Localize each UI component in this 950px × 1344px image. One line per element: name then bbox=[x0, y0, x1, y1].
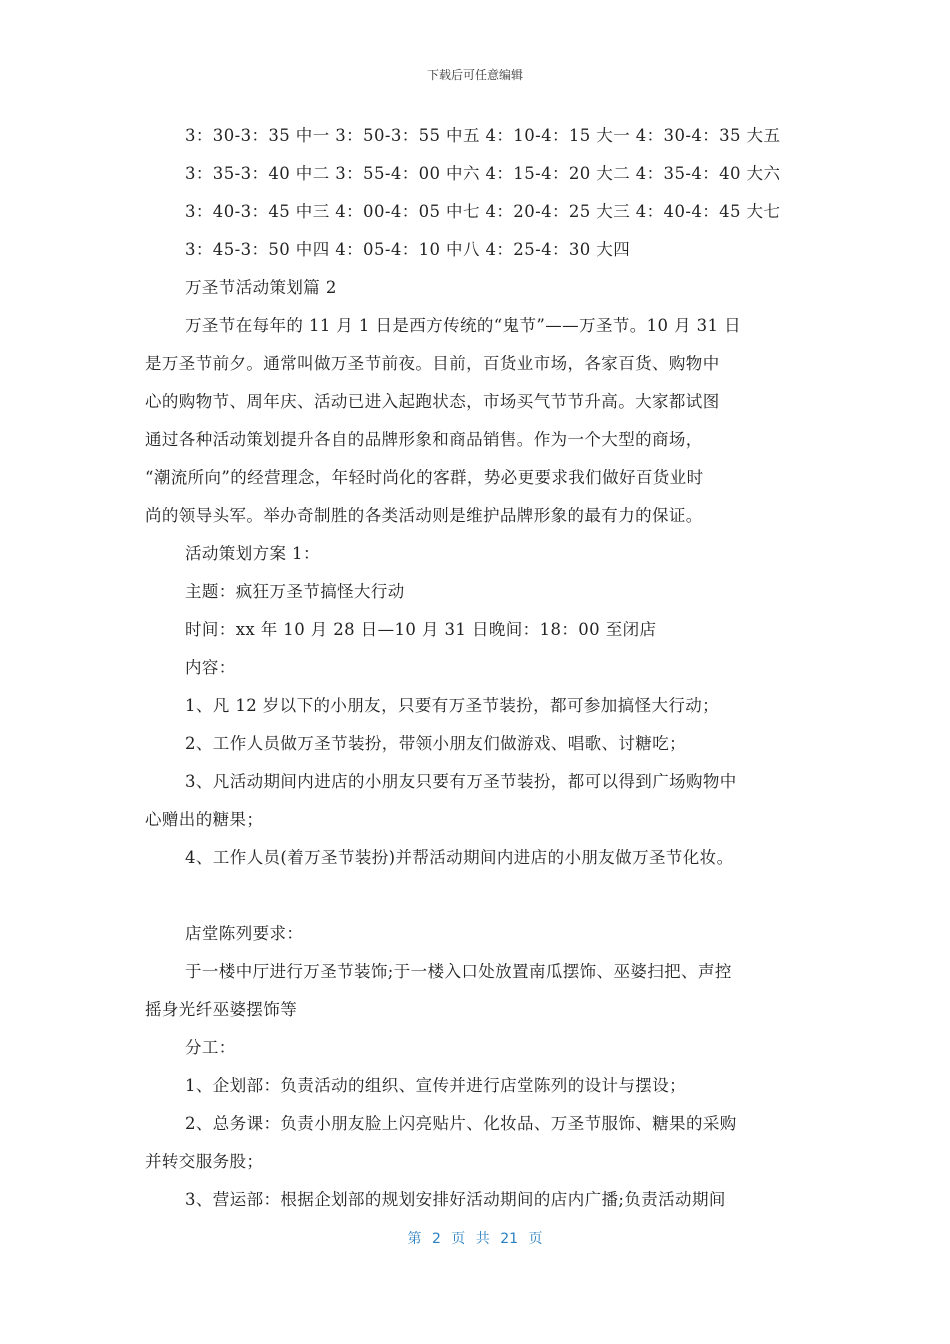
intro-line: “潮流所向”的经营理念，年轻时尚化的客群，势必更要求我们做好百货业时 bbox=[145, 468, 704, 487]
display-text-line: 摇身光纤巫婆摆饰等 bbox=[145, 1000, 298, 1019]
intro-line: 是万圣节前夕。通常叫做万圣节前夜。目前，百货业市场，各家百货、购物中 bbox=[145, 354, 720, 373]
time-line: 时间：xx 年 10 月 28 日—10 月 31 日晚间：18：00 至闭店 bbox=[185, 620, 657, 639]
theme-line: 主题：疯狂万圣节搞怪大行动 bbox=[185, 582, 405, 601]
division-item: 3、营运部：根据企划部的规划安排好活动期间的店内广播;负责活动期间 bbox=[185, 1190, 726, 1209]
division-item: 并转交服务股； bbox=[145, 1152, 264, 1171]
content-label: 内容： bbox=[185, 658, 236, 677]
plan-title: 活动策划方案 1： bbox=[185, 544, 320, 563]
intro-line: 通过各种活动策划提升各自的品牌形象和商品销售。作为一个大型的商场， bbox=[145, 430, 703, 449]
division-item: 1、企划部：负责活动的组织、宣传并进行店堂陈列的设计与摆设； bbox=[185, 1076, 686, 1095]
document-body bbox=[145, 117, 810, 1219]
schedule-line: 3：35-3：40 中二 3：55-4：00 中六 4：15-4：20 大二 4：35-4：40 大六 bbox=[185, 164, 781, 183]
content-item: 4、工作人员(着万圣节装扮)并帮活动期间内进店的小朋友做万圣节化妆。 bbox=[185, 848, 734, 867]
intro-line: 心的购物节、周年庆、活动已进入起跑状态，市场买气节节升高。大家都试图 bbox=[145, 392, 720, 411]
content-item: 3、凡活动期间内进店的小朋友只要有万圣节装扮，都可以得到广场购物中 bbox=[185, 772, 737, 791]
content-item: 2、工作人员做万圣节装扮，带领小朋友们做游戏、唱歌、讨糖吃； bbox=[185, 734, 686, 753]
page-number-footer: 第 2 页 共 21 页 bbox=[407, 1231, 543, 1247]
intro-line: 万圣节在每年的 11 月 1 日是西方传统的“鬼节”——万圣节。10 月 31 日 bbox=[185, 316, 741, 335]
schedule-line: 3：40-3：45 中三 4：00-4：05 中七 4：20-4：25 大三 4：40-4：45 大七 bbox=[185, 202, 781, 221]
division-item: 2、总务课：负责小朋友脸上闪亮贴片、化妆品、万圣节服饰、糖果的采购 bbox=[185, 1114, 737, 1133]
schedule-line: 3：45-3：50 中四 4：05-4：10 中八 4：25-4：30 大四 bbox=[185, 240, 631, 259]
intro-line: 尚的领导头军。举办奇制胜的各类活动则是维护品牌形象的最有力的保证。 bbox=[145, 506, 703, 525]
content-item: 心赠出的糖果； bbox=[145, 810, 264, 829]
schedule-line: 3：30-3：35 中一 3：50-3：55 中五 4：10-4：15 大一 4：30-4：35 大五 bbox=[185, 126, 781, 145]
division-label: 分工： bbox=[185, 1038, 236, 1057]
section-title: 万圣节活动策划篇 2 bbox=[185, 278, 337, 297]
display-text-line: 于一楼中厅进行万圣节装饰;于一楼入口处放置南瓜摆饰、巫婆扫把、声控 bbox=[185, 962, 732, 981]
content-item: 1、凡 12 岁以下的小朋友，只要有万圣节装扮，都可参加搞怪大行动； bbox=[185, 696, 720, 715]
display-label: 店堂陈列要求： bbox=[185, 924, 304, 943]
page-header-note: 下载后可任意编辑 bbox=[426, 68, 523, 82]
blank-gap bbox=[145, 877, 810, 915]
